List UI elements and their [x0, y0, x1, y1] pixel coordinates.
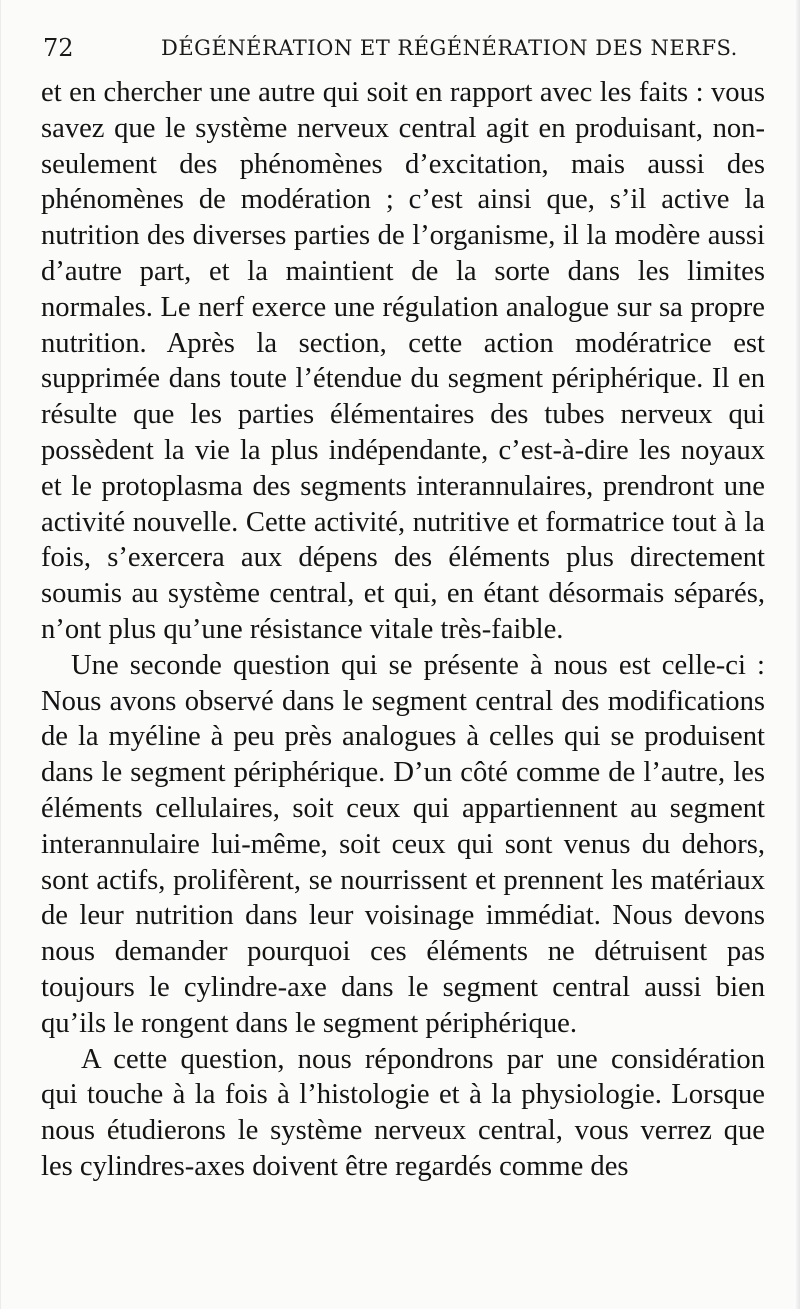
paragraph-2: Une seconde question qui se présente à nous est celle-ci : Nous avons observé dans le segment central des modifications de la myéline à peu près analogues à celles qui se produisent dans le segment périphérique. D’un côté comme de l’autre, les éléments cellulaires, soit ceux qui appartiennent au segment interannulaire lui-même, soit ceux qui sont venus du dehors, sont actifs, prolifèrent, se nourrissent et prennent les matériaux de leur nutrition dans leur voisinage immédiat. Nous devons nous demander pourquoi ces éléments ne détruisent pas toujours le cylindre-axe dans le segment central aussi bien qu’ils le rongent dans le segment périphérique.: [41, 649, 765, 1039]
paragraph-3: A cette question, nous répondrons par une considération qui touche à la fois à l’histologie et à la physiologie. Lorsque nous étudierons le système nerveux central, vous verrez que les cylindres-axes doivent être regardés comme des: [41, 1043, 765, 1182]
running-title: DÉGÉNÉRATION ET RÉGÉNÉRATION DES NERFS.: [161, 36, 738, 60]
body-text: [41, 75, 765, 1185]
scan-edge-shading: [794, 0, 800, 1309]
page-header: [39, 32, 759, 66]
page-number: 72: [43, 34, 74, 62]
paragraph-1: et en chercher une autre qui soit en rapport avec les faits : vous savez que le système nerveux central agit en produisant, non-seulement des phénomènes d’excitation, mais aussi des phénomènes de modération ; c’est ainsi que, s’il active la nutrition des diverses parties de l’organisme, il la modère aussi d’autre part, et la maintient de la sorte dans les limites normales. Le nerf exerce une régulation analogue sur sa propre nutrition. Après la section, cette action modératrice est supprimée dans toute l’étendue du segment périphérique. Il en résulte que les parties élémentaires des tubes nerveux qui possèdent la vie la plus indépendante, c’est-à-dire les noyaux et le protoplasma des segments interannulaires, prendront une activité nouvelle. Cette activité, nutritive et formatrice tout à la fois, s’exercera aux dépens des éléments plus directement soumis au système central, et qui, en étant désormais séparés, n’ont plus qu’une résistance vitale très-faible.: [41, 77, 765, 645]
